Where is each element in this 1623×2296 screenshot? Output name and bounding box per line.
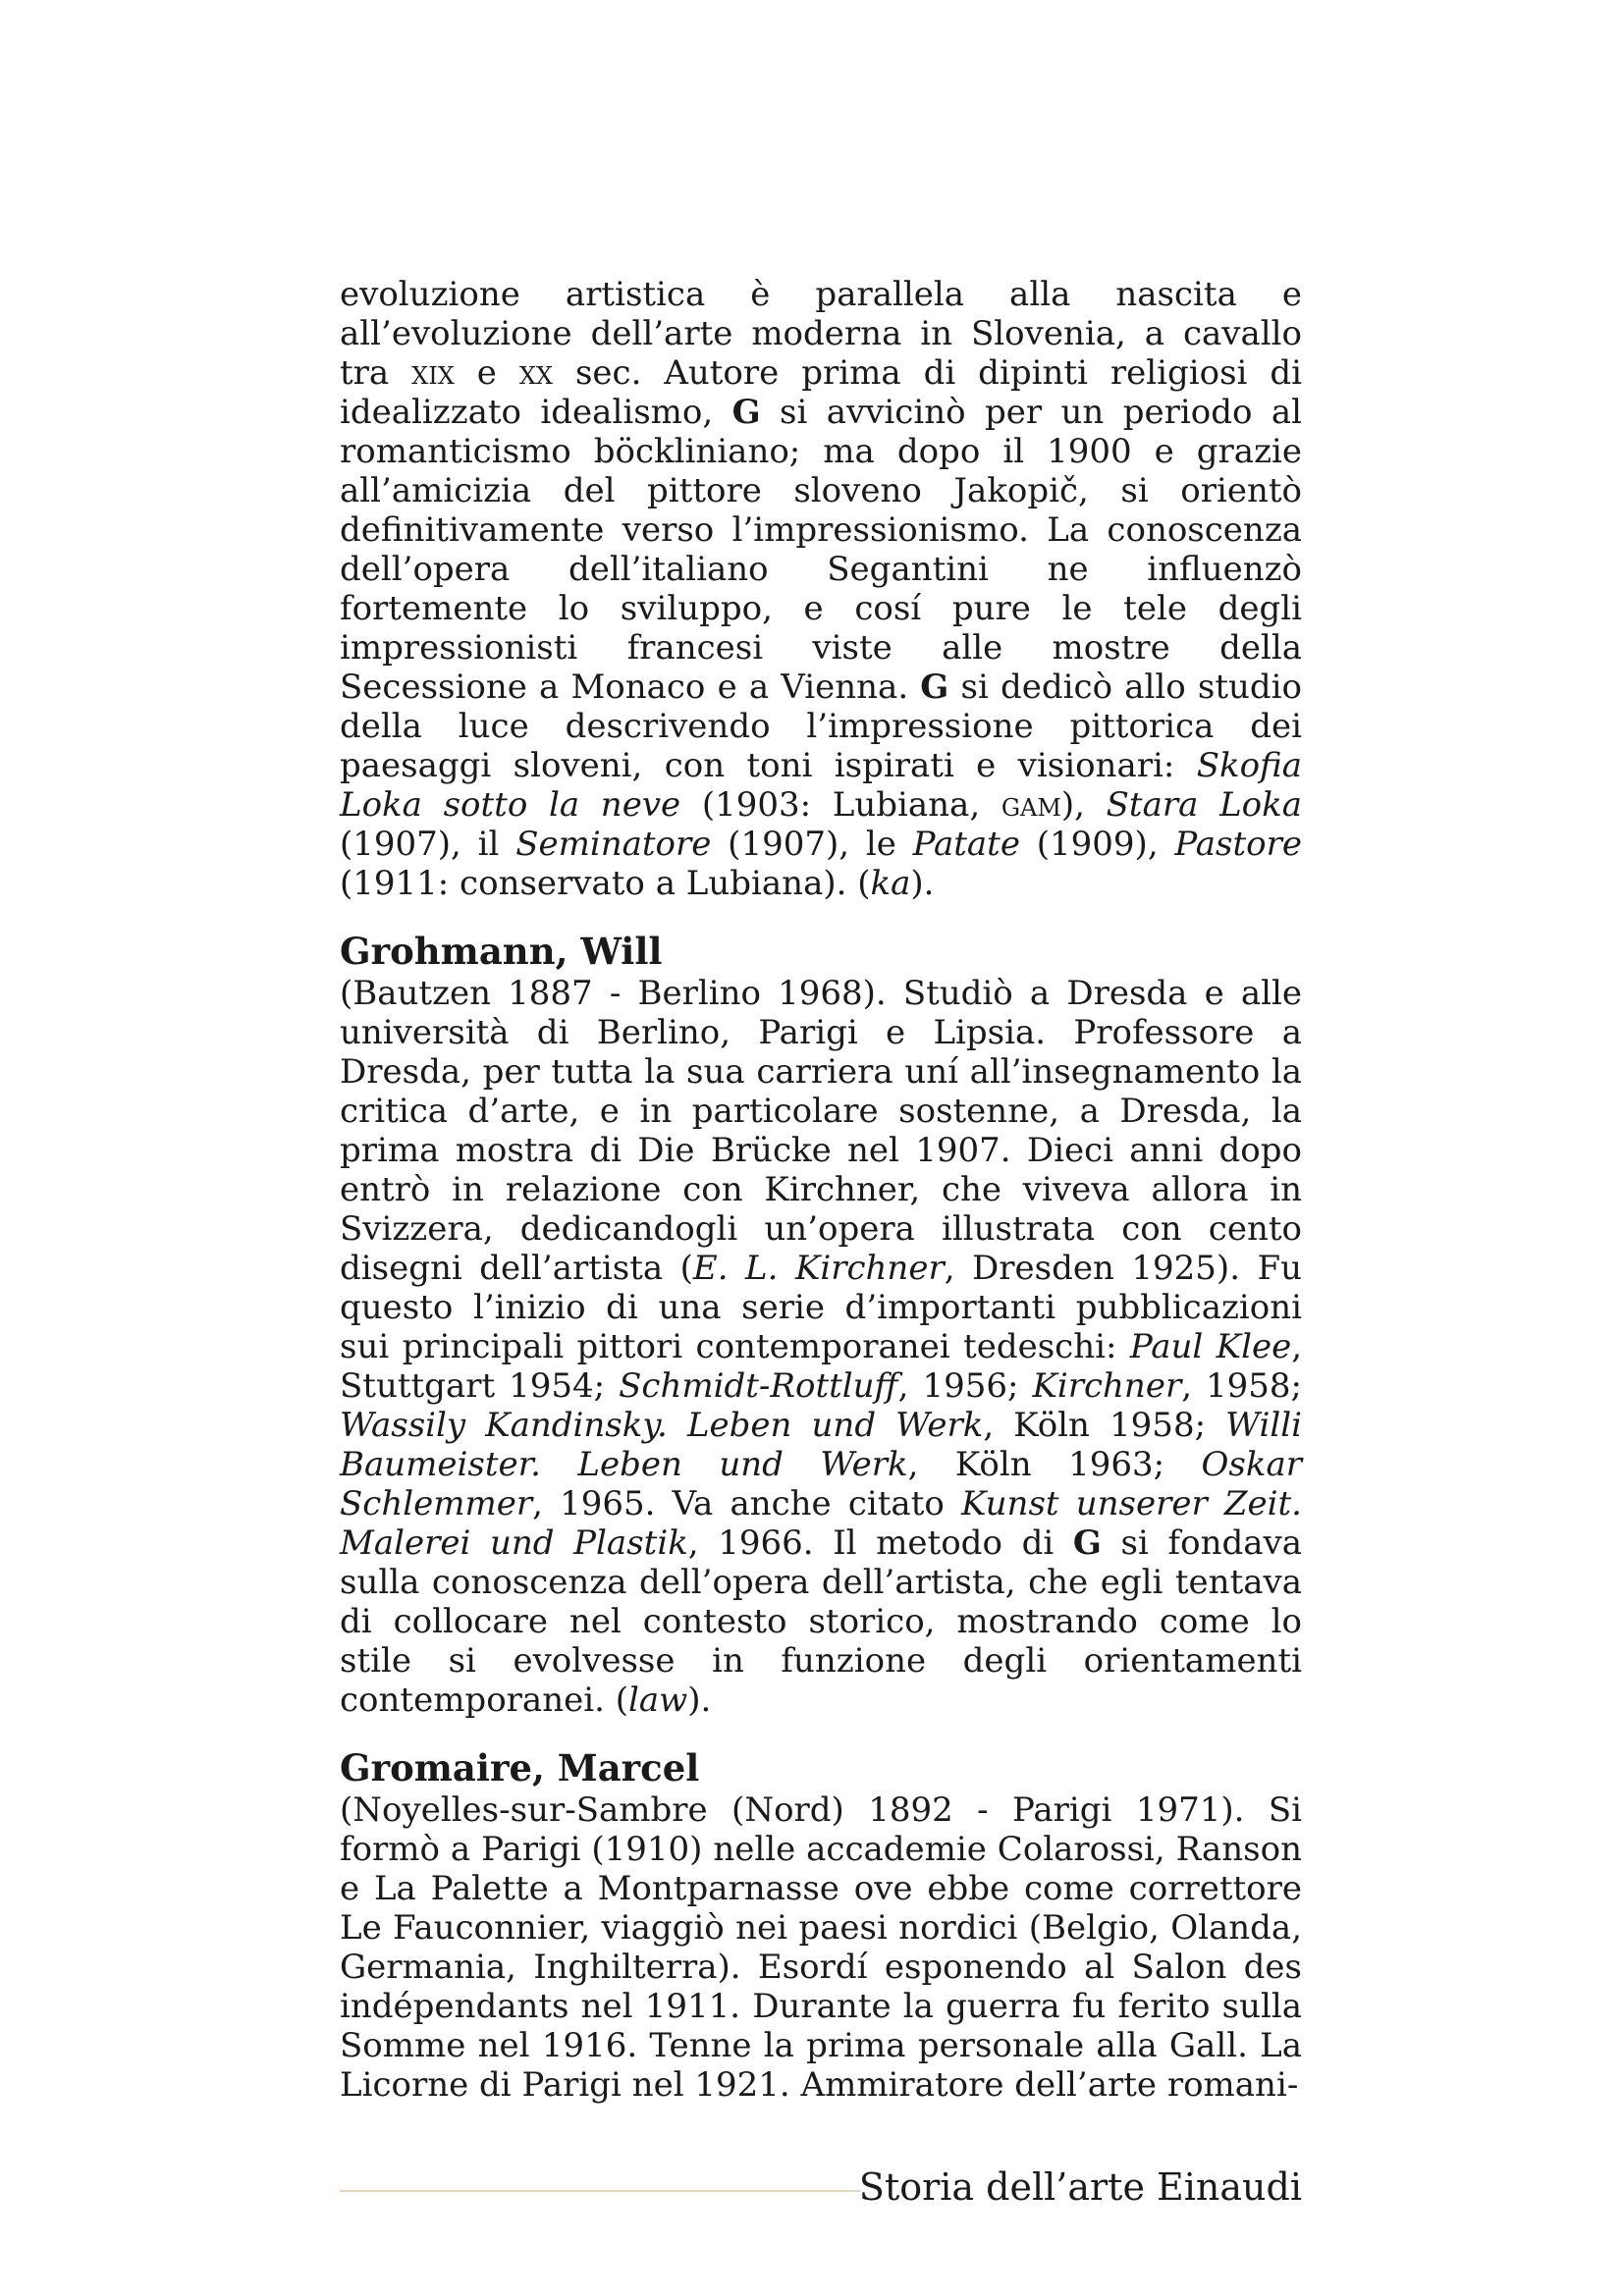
subject-initial: G [920, 667, 949, 707]
entry-heading-gromaire: Gromaire, Marcel [340, 1746, 700, 1789]
footer-rule [340, 2190, 860, 2192]
work-title: Pastore [1174, 825, 1302, 864]
entry-grohmann-text: (Bautzen 1887 - Berlino 1968). Studiò a Dresda e alle università di Berlino, Parigi e Lipsia. Professore a Dresda, per tutta la sua carriera uní all’insegnamento la critica d’arte, e in particolare sostenne, a Dresda, la prima mostra di Die Brücke nel 1907. Dieci anni dopo entrò in relazione con Kirchner, che viveva allora in Svizzera, dedicandogli un’opera illustrata con cento disegni dell’artista (E. L. Kirchner, Dresden 1925). Fu questo l’inizio di una serie d’importanti pubblicazioni sui principali pittori contemporanei tedeschi: Paul Klee, Stuttgart 1954; Schmidt-Rottluff, 1956; Kirchner, 1958; Wassily Kandinsky. Leben und Werk, Köln 1958; Willi Baumeister. Leben und Werk, Köln 1963; Oskar Schlemmer, 1965. Va anche citato Kunst unserer Zeit. Malerei und Plastik, 1966. Il metodo di G si fondava sulla conoscenza dell’opera dell’artista, che egli tentava di collocare nel contesto storico, mostrando come lo stile si evolvesse in funzione degli orientamenti contemporanei. (law). [340, 974, 1303, 1720]
entry-heading-grohmann: Grohmann, Will [340, 930, 663, 973]
work-title: Willi Baumeister. Leben und Werk [340, 1406, 1302, 1484]
century-roman: xix [411, 353, 455, 393]
entry-continued-text: evoluzione artistica è parallela alla nascita e all’evoluzione dell’arte moderna in Slovenia, a cavallo tra xix e xx sec. Autore prima di dipinti religiosi di idealizzato idealismo, G si avvicinò per un periodo al romanticismo böckliniano; ma dopo il 1900 e grazie all’amicizia del pittore sloveno Jakopič, si orientò definitivamente verso l’impressionismo. La conoscenza dell’opera dell’italiano Segantini ne influenzò fortemente lo sviluppo, e cosí pure le tele degli impressionisti francesi viste alle mostre della Secessione a Monaco e a Vienna. G si dedicò allo studio della luce descrivendo l’impressione pittorica dei paesaggi sloveni, con toni ispirati e visionari: Skofia Loka sotto la neve (1903: Lubiana, gam), Stara Loka (1907), il Seminatore (1907), le Patate (1909), Pastore (1911: conservato a Lubiana). (ka). [340, 275, 1302, 903]
work-title: Kirchner [1032, 1366, 1182, 1406]
subject-initial: G [731, 393, 761, 432]
work-title: E. L. Kirchner [692, 1249, 945, 1288]
author-initials: law [627, 1681, 688, 1720]
work-title: Paul Klee [1129, 1327, 1292, 1366]
work-title: Skofia Loka sotto la neve [340, 746, 1302, 825]
century-roman: xx [518, 353, 553, 393]
work-title: Seminatore [515, 825, 712, 864]
work-title: Schmidt-Rottluff [619, 1366, 898, 1406]
museum-abbrev: gam [1001, 785, 1061, 825]
footer-title: Storia dell’arte Einaudi [858, 2165, 1302, 2209]
entry-gromaire-text: (Noyelles-sur-Sambre (Nord) 1892 - Parigi 1971). Si formò a Parigi (1910) nelle accademie Colarossi, Ranson e La Palette a Montparnasse ove ebbe come correttore Le Fauconnier, viaggiò nei paesi nordici (Belgio, Olanda, Germania, Inghilterra). Esordí esponendo al Salon des indépendants nel 1911. Durante la guerra fu ferito sulla Somme nel 1916. Tenne la prima personale alla Gall. La Licorne di Parigi nel 1921. Ammiratore dell’arte romani- [340, 1790, 1302, 2105]
work-title: Kunst unserer Zeit. Malerei und Plastik [340, 1484, 1302, 1563]
subject-initial: G [1072, 1523, 1102, 1563]
page-content [340, 275, 1302, 2105]
work-title: Oskar Schlemmer [340, 1445, 1302, 1523]
page-footer [340, 2164, 1302, 2210]
work-title: Patate [912, 825, 1020, 864]
author-initials: ka [870, 864, 911, 903]
work-title: Stara Loka [1106, 785, 1302, 825]
work-title: Wassily Kandinsky. Leben und Werk [340, 1406, 984, 1445]
